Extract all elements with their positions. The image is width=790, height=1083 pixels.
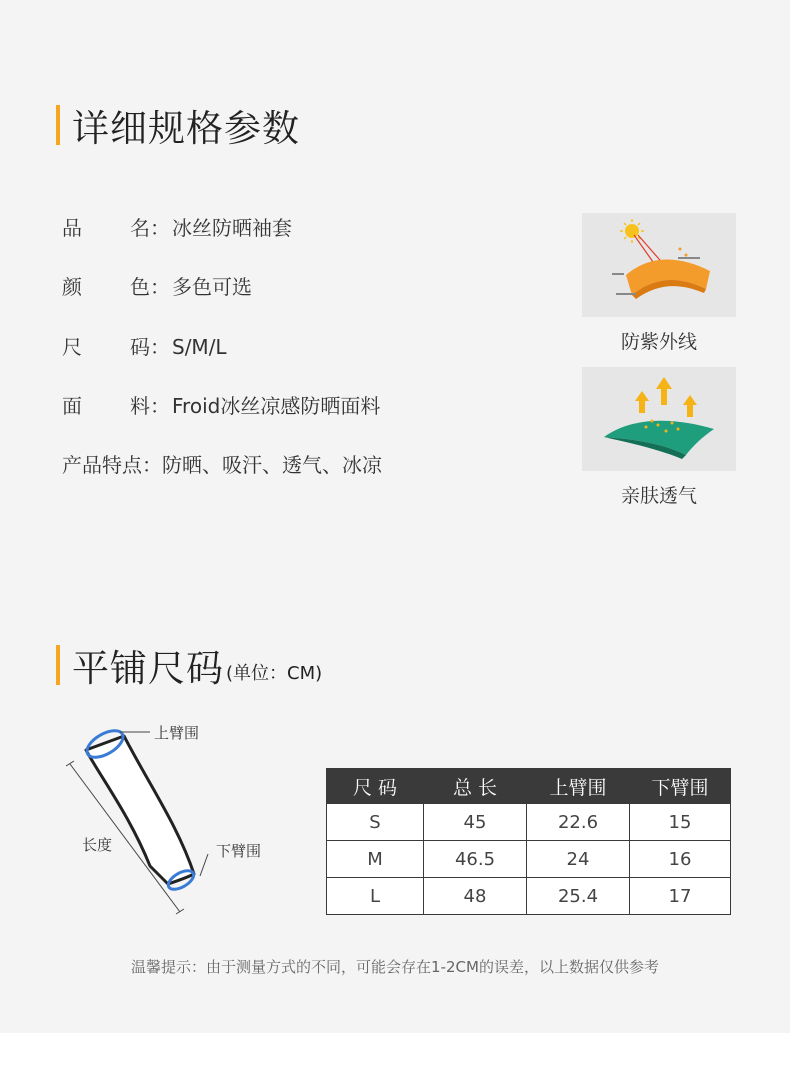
measurement-note: 温馨提示：由于测量方式的不同，可能会存在1-2CM的误差，以上数据仅供参考 (131, 958, 659, 976)
spec-colon: ： (142, 453, 162, 477)
breathable-fabric-icon (582, 367, 736, 471)
spec-label: 尺 码 (62, 335, 150, 359)
spec-row-color (62, 271, 252, 300)
spec-label: 品 名 (62, 216, 150, 240)
spec-value: Froid冰丝凉感防晒面料 (172, 394, 381, 418)
sleeve-outline-icon (60, 716, 280, 916)
upper-arm-label: 上臂围 (154, 724, 200, 742)
spec-value: 防晒、吸汗、透气、冰凉 (162, 453, 382, 477)
feature-label: 防紫外线 (620, 331, 697, 353)
table-cell: 22.6 (527, 804, 630, 841)
spec-row-fabric (62, 390, 380, 419)
table-header: 尺 码 (327, 769, 424, 804)
spec-label: 面 料 (62, 394, 150, 418)
spec-colon: ： (150, 335, 170, 359)
lower-arm-label: 下臂围 (216, 842, 262, 860)
feature-card-breathable (582, 367, 736, 508)
table-row (327, 841, 731, 878)
spec-row-size (62, 331, 227, 360)
spec-colon: ： (150, 394, 170, 418)
section-title-text: 详细规格参数 (72, 107, 300, 150)
spec-value: 多色可选 (172, 275, 252, 299)
spec-row-name (62, 212, 292, 241)
table-row (327, 804, 731, 841)
table-cell: 15 (630, 804, 731, 841)
table-cell: S (327, 804, 424, 841)
table-row (327, 878, 731, 915)
sleeve-diagram (60, 716, 280, 916)
table-header-row (327, 769, 731, 804)
section-title-sizes (56, 638, 322, 692)
table-cell: 46.5 (424, 841, 527, 878)
uv-protection-icon (582, 213, 736, 317)
table-cell: 48 (424, 878, 527, 915)
feature-card-uv (582, 213, 736, 354)
table-cell: 24 (527, 841, 630, 878)
spec-row-features (62, 449, 382, 478)
table-cell: M (327, 841, 424, 878)
table-cell: 17 (630, 878, 731, 915)
table-cell: 45 (424, 804, 527, 841)
table-header: 总 长 (424, 769, 527, 804)
spec-value: S/M/L (172, 335, 227, 359)
title-accent-bar (56, 105, 60, 145)
spec-colon: ： (150, 275, 170, 299)
section-title-specs (56, 98, 300, 152)
spec-label: 产品特点 (62, 453, 142, 477)
spec-colon: ： (150, 216, 170, 240)
size-table (326, 768, 731, 915)
section-title-text: 平铺尺码 (72, 647, 224, 690)
table-cell: 25.4 (527, 878, 630, 915)
table-cell: L (327, 878, 424, 915)
table-header: 上臂围 (527, 769, 630, 804)
title-accent-bar (56, 645, 60, 685)
spec-label: 颜 色 (62, 275, 150, 299)
section-title-unit: (单位：CM) (226, 663, 323, 684)
table-header: 下臂围 (630, 769, 731, 804)
length-label: 长度 (82, 836, 113, 854)
table-cell: 16 (630, 841, 731, 878)
feature-label: 亲肤透气 (620, 485, 697, 507)
spec-value: 冰丝防晒袖套 (172, 216, 292, 240)
